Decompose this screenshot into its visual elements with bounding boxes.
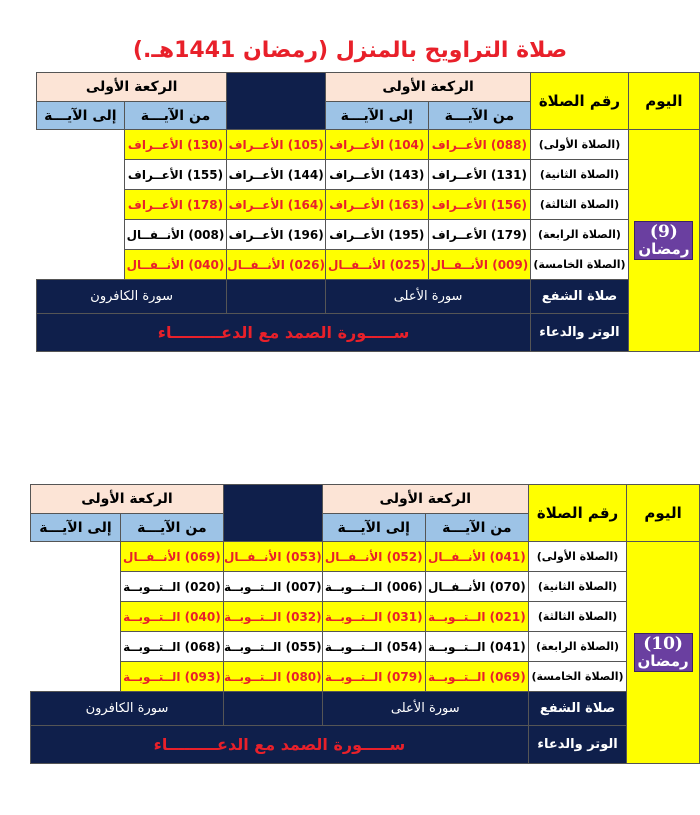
- rakah1-to-ayah: (006) الــتــوبــة: [322, 572, 425, 602]
- salah-name: (الصلاة الأولى): [528, 542, 626, 572]
- shafa-rakah2-surah: سورة الكافرون: [31, 692, 224, 726]
- rakah2-to-ayah: (178) الأعــراف: [124, 190, 227, 220]
- witr-label: الوتر والدعاء: [531, 314, 629, 352]
- rakah1-from-ayah: (021) الــتــوبــة: [425, 602, 528, 632]
- salah-name: (الصلاة الخامسة): [531, 250, 629, 280]
- salah-row: [31, 602, 700, 632]
- shafa-row: [37, 280, 700, 314]
- salah-name: (الصلاة الخامسة): [528, 662, 626, 692]
- rakah1-to-ayah: (163) الأعــراف: [326, 190, 429, 220]
- salah-row: [37, 190, 700, 220]
- header-from-ayah: من الآيـــة: [425, 514, 528, 542]
- shafa-label: صلاة الشفع: [528, 692, 626, 726]
- rakah1-to-ayah: (031) الــتــوبــة: [322, 602, 425, 632]
- day-month: رمضان: [638, 239, 690, 258]
- header-rakah-first: الركعة الأولى: [322, 485, 528, 514]
- salah-name: (الصلاة الرابعة): [528, 632, 626, 662]
- header-to-ayah: إلى الآيـــة: [322, 514, 425, 542]
- rakah1-from-ayah: (069) الــتــوبــة: [425, 662, 528, 692]
- header-from-ayah: من الآيـــة: [120, 514, 223, 542]
- salah-row: [37, 220, 700, 250]
- day-badge: [634, 221, 693, 261]
- rakah1-to-ayah: (054) الــتــوبــة: [322, 632, 425, 662]
- rakah2-from-ayah: (032) الــتــوبــة: [223, 602, 322, 632]
- rakah2-from-ayah: (105) الأعــراف: [227, 130, 326, 160]
- rakah2-to-ayah: (155) الأعــراف: [124, 160, 227, 190]
- rakah2-from-ayah: (055) الــتــوبــة: [223, 632, 322, 662]
- salah-name: (الصلاة الثالثة): [528, 602, 626, 632]
- rakah1-to-ayah: (079) الــتــوبــة: [322, 662, 425, 692]
- header-to-ayah: إلى الآيـــة: [37, 102, 125, 130]
- witr-surah-dua: ســـــورة الصمد مع الدعـــــــــاء: [37, 314, 531, 352]
- header-salah-number: رقم الصلاة: [531, 73, 629, 130]
- header-day: اليوم: [628, 73, 699, 130]
- column-divider: [223, 485, 322, 542]
- day-cell: [627, 542, 700, 764]
- day-badge: [634, 633, 693, 673]
- day-cell: [628, 130, 699, 352]
- salah-row: [37, 130, 700, 160]
- day-number: (9): [649, 221, 678, 242]
- rakah2-to-ayah: (020) الــتــوبــة: [120, 572, 223, 602]
- salah-name: (الصلاة الثالثة): [531, 190, 629, 220]
- rakah2-to-ayah: (040) الأنــفــال: [124, 250, 227, 280]
- header-rakah-first: الركعة الأولى: [326, 73, 531, 102]
- page-title: صلاة التراويح بالمنزل (رمضان 1441هـ.): [132, 38, 568, 63]
- salah-row: [31, 572, 700, 602]
- shafa-row: [31, 692, 700, 726]
- header-to-ayah: إلى الآيـــة: [326, 102, 429, 130]
- rakah1-from-ayah: (131) الأعــراف: [428, 160, 531, 190]
- column-divider: [227, 280, 326, 314]
- rakah2-from-ayah: (026) الأنــفــال: [227, 250, 326, 280]
- salah-name: (الصلاة الأولى): [531, 130, 629, 160]
- rakah2-to-ayah: (068) الــتــوبــة: [120, 632, 223, 662]
- witr-row: [37, 314, 700, 352]
- salah-row: [37, 250, 700, 280]
- rakah1-from-ayah: (041) الأنــفــال: [425, 542, 528, 572]
- header-to-ayah: إلى الآيـــة: [31, 514, 121, 542]
- rakah2-from-ayah: (053) الأنــفــال: [223, 542, 322, 572]
- header-from-ayah: من الآيـــة: [124, 102, 227, 130]
- rakah2-from-ayah: (144) الأعــراف: [227, 160, 326, 190]
- rakah2-from-ayah: (196) الأعــراف: [227, 220, 326, 250]
- rakah2-to-ayah: (093) الــتــوبــة: [120, 662, 223, 692]
- salah-name: (الصلاة الثانية): [531, 160, 629, 190]
- salah-name: (الصلاة الرابعة): [531, 220, 629, 250]
- rakah1-from-ayah: (179) الأعــراف: [428, 220, 531, 250]
- rakah1-from-ayah: (156) الأعــراف: [428, 190, 531, 220]
- shafa-rakah1-surah: سورة الأعلى: [326, 280, 531, 314]
- shafa-rakah2-surah: سورة الكافرون: [37, 280, 227, 314]
- shafa-label: صلاة الشفع: [531, 280, 629, 314]
- witr-row: [31, 726, 700, 764]
- rakah1-to-ayah: (143) الأعــراف: [326, 160, 429, 190]
- salah-row: [31, 542, 700, 572]
- day-month: رمضان: [637, 651, 689, 670]
- rakah2-from-ayah: (164) الأعــراف: [227, 190, 326, 220]
- rakah2-to-ayah: (130) الأعــراف: [124, 130, 227, 160]
- header-salah-number: رقم الصلاة: [528, 485, 626, 542]
- salah-name: (الصلاة الثانية): [528, 572, 626, 602]
- rakah2-to-ayah: (008) الأنــفــال: [124, 220, 227, 250]
- witr-label: الوتر والدعاء: [528, 726, 626, 764]
- rakah1-from-ayah: (041) الــتــوبــة: [425, 632, 528, 662]
- rakah1-to-ayah: (195) الأعــراف: [326, 220, 429, 250]
- rakah1-from-ayah: (088) الأعــراف: [428, 130, 531, 160]
- salah-row: [31, 662, 700, 692]
- witr-surah-dua: ســـــورة الصمد مع الدعـــــــــاء: [31, 726, 529, 764]
- schedule-table-day-1: [36, 72, 700, 352]
- salah-row: [37, 160, 700, 190]
- schedule-table-day-2: [30, 484, 700, 764]
- column-divider: [227, 73, 326, 130]
- rakah2-from-ayah: (080) الــتــوبــة: [223, 662, 322, 692]
- rakah2-to-ayah: (069) الأنــفــال: [120, 542, 223, 572]
- salah-row: [31, 632, 700, 662]
- day-number: (10): [643, 633, 683, 654]
- rakah1-from-ayah: (070) الأنــفــال: [425, 572, 528, 602]
- rakah1-from-ayah: (009) الأنــفــال: [428, 250, 531, 280]
- rakah1-to-ayah: (052) الأنــفــال: [322, 542, 425, 572]
- rakah2-from-ayah: (007) الــتــوبــة: [223, 572, 322, 602]
- rakah2-to-ayah: (040) الــتــوبــة: [120, 602, 223, 632]
- header-from-ayah: من الآيـــة: [428, 102, 531, 130]
- rakah1-to-ayah: (104) الأعــراف: [326, 130, 429, 160]
- rakah1-to-ayah: (025) الأنــفــال: [326, 250, 429, 280]
- header-rakah-second: الركعة الأولى: [31, 485, 224, 514]
- shafa-rakah1-surah: سورة الأعلى: [322, 692, 528, 726]
- header-rakah-second: الركعة الأولى: [37, 73, 227, 102]
- column-divider: [223, 692, 322, 726]
- header-day: اليوم: [627, 485, 700, 542]
